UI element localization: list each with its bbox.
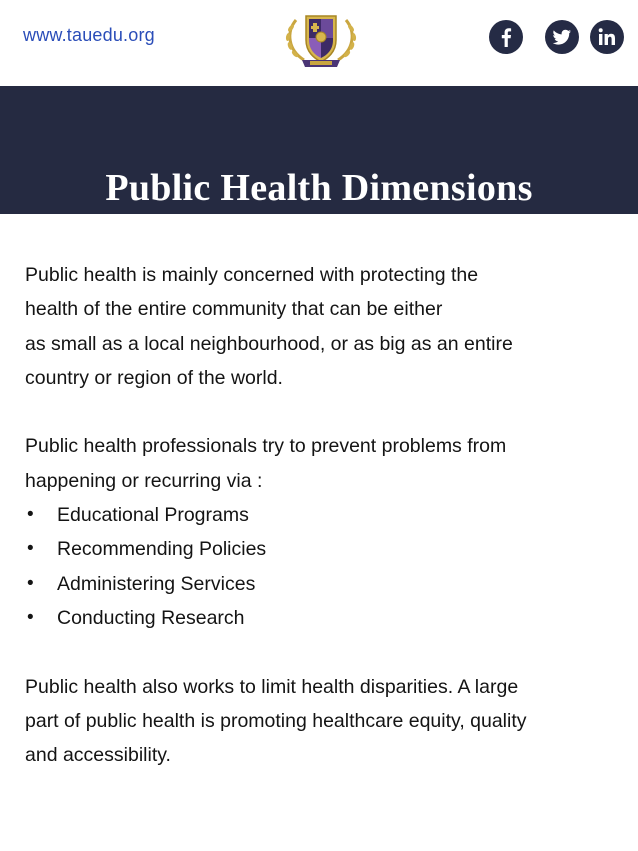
twitter-button[interactable] [545,20,579,54]
facebook-icon [489,20,523,54]
text-line: health of the entire community that can be either [25,298,443,321]
paragraph-professionals [25,429,615,498]
main-content [25,258,615,772]
twitter-icon [545,20,579,54]
text-line: as small as a local neighbourhood, or as big as an entire [25,332,513,355]
paragraph-intro [25,258,615,395]
bullet-icon: • [27,606,34,628]
bullet-icon: • [27,538,34,560]
facebook-button[interactable] [489,20,523,54]
paragraph-disparities [25,670,615,773]
top-bar [0,0,638,86]
site-url-link[interactable]: www.tauedu.org [23,25,155,45]
page-title: Public Health Dimensions [105,167,533,209]
text-line: happening or recurring via : [25,469,263,492]
list-item: • Administering Services [25,567,615,601]
linkedin-button[interactable] [590,20,624,54]
university-crest-icon [282,10,360,68]
text-line: country or region of the world. [25,366,283,389]
text-line: Public health also works to limit health disparities. A large [25,675,519,698]
text-line: Public health professionals try to prevent problems from [25,435,507,458]
methods-list [25,498,615,635]
list-item: • Recommending Policies [25,532,615,566]
text-line: part of public health is promoting healthcare equity, quality [25,709,527,732]
linkedin-icon [590,20,624,54]
list-item: • Educational Programs [25,498,615,532]
bullet-icon: • [27,504,34,526]
text-line: Public health is mainly concerned with protecting the [25,264,479,286]
text-line: and accessibility. [25,744,171,767]
bullet-icon: • [27,572,34,594]
list-item: • Conducting Research [25,601,615,635]
